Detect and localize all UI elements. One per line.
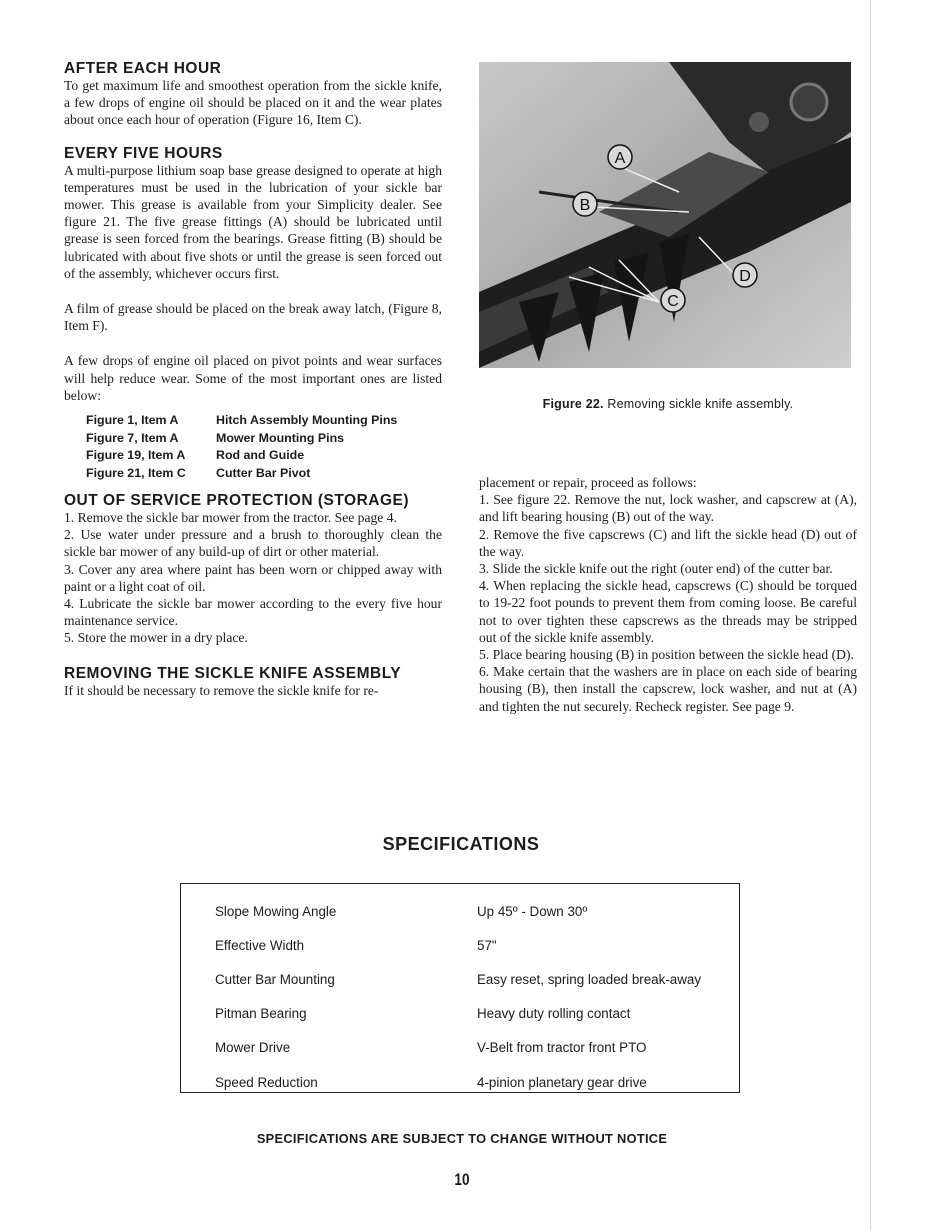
spec-value: 57" [477,937,497,953]
removing-intro-text: If it should be necessary to remove the sickle knife for re- [64,682,379,698]
reference-row [86,465,397,483]
removal-step: 5. Place bearing housing (B) in position between the sickle head (D). [479,647,854,663]
spec-value: Up 45º - Down 30º [477,903,588,919]
reference-row [86,430,397,448]
specifications-box [180,883,740,1093]
spec-row [215,928,737,962]
storage-step: 5. Store the mower in a dry place. [64,630,248,646]
removal-step: 6. Make certain that the washers are in place on each side of bearing housing (B), then install the capscrew, lock washer, and nut at (A) and tighten the nut securely. Recheck register. See page 9. [479,664,857,714]
spec-value: 4-pinion planetary gear drive [477,1074,647,1090]
storage-step: 3. Cover any area where paint has been worn or chipped away with paint or a light coat of oil. [64,561,442,594]
callout-b-icon [573,192,597,216]
lubrication-reference-table [86,412,397,482]
reference-part: Mower Mounting Pins [216,430,345,445]
removing-continued-text: placement or repair, proceed as follows: [479,475,697,490]
reference-part: Hitch Assembly Mounting Pins [216,413,398,428]
removal-step: 2. Remove the five capscrews (C) and lift the sickle head (D) out of the way. [479,526,857,559]
page-edge-line [870,0,871,1230]
left-column [64,60,442,699]
heading-storage: OUT OF SERVICE PROTECTION (STORAGE) [64,492,410,510]
change-notice: SPECIFICATIONS ARE SUBJECT TO CHANGE WITHOUT NOTICE [256,1131,668,1146]
spec-label: Speed Reduction [215,1074,318,1090]
specifications-title: SPECIFICATIONS [382,834,540,854]
callout-b-label: B [579,197,591,214]
storage-step: 2. Use water under pressure and a brush to thoroughly clean the sickle bar mower of any build-up of dirt or other material. [64,527,442,560]
figure-caption-text: Removing sickle knife assembly. [607,397,794,411]
callout-d-label: D [739,268,751,285]
reference-figure: Figure 21, Item C [86,465,186,480]
sickle-knife-illustration [479,62,851,368]
figure-label: Figure 22. [542,397,604,411]
storage-step: 4. Lubricate the sickle bar mower according to the every five hour maintenance service. [64,596,442,629]
removal-steps [479,474,857,715]
figure-22-photo [479,62,851,368]
after-each-hour-text: To get maximum life and smoothest operation from the sickle knife, a few drops of engine oil should be placed on it and the wear plates about once each hour of operation (Figure 16, Item C). [64,78,442,128]
storage-steps-list [64,509,442,647]
callout-c-label: C [667,293,679,310]
spec-label: Mower Drive [215,1040,291,1056]
heading-after-each-hour: AFTER EACH HOUR [64,60,222,77]
reference-row [86,412,397,430]
grease-film-text: A film of grease should be placed on the break away latch, (Figure 8, Item F). [64,301,442,334]
storage-step: 1. Remove the sickle bar mower from the tractor. See page 4. [64,510,397,526]
heading-every-five-hours: EVERY FIVE HOURS [64,144,223,162]
reference-row [86,447,397,465]
spec-value: Easy reset, spring loaded break-away [477,971,702,987]
spec-row [215,962,737,996]
every-five-hours-text: A multi-purpose lithium soap base grease designed to operate at high temperatures must be used in the lubrication of your sickle bar mower. This grease is available from your Simplicity dealer. See figure 21. The five grease fittings (A) should be lubricated until grease is seen forced from the bearings. Grease fitting (B) should be lubricated with about five shots or until the grease is seen forced out of the assembly, whichever occurs first. [64,162,442,281]
right-column [479,62,857,715]
reference-part: Rod and Guide [216,448,305,463]
reference-figure: Figure 7, Item A [86,430,179,445]
spec-label: Effective Width [215,937,305,953]
spec-value: V-Belt from tractor front PTO [477,1040,647,1056]
callout-a-label: A [614,150,626,167]
removal-step: 1. See figure 22. Remove the nut, lock washer, and capscrew at (A), and lift bearing housing (B) out of the way. [479,492,857,525]
figure-caption [479,397,857,411]
spec-row [215,1065,737,1099]
spec-row [215,1031,737,1065]
specifications-table [215,894,737,1099]
spec-label: Pitman Bearing [215,1006,307,1022]
removal-step: 4. When replacing the sickle head, capscrews (C) should be torqued to 19-22 foot pounds to prevent them from coming loose. Be careful not to over tighten these capscrews as the threads may be stripped out of the sickle knife assembly. [479,578,857,645]
callout-d-icon [733,263,757,287]
callout-c-icon [661,288,685,312]
reference-figure: Figure 19, Item A [86,448,186,463]
callout-a-icon [608,145,632,169]
spec-label: Slope Mowing Angle [215,903,337,919]
engine-oil-text: A few drops of engine oil placed on pivot points and wear surfaces will help reduce wear. Some of the most important ones are listed below: [64,353,442,403]
spec-label: Cutter Bar Mounting [215,971,335,987]
reference-figure: Figure 1, Item A [86,413,179,428]
reference-part: Cutter Bar Pivot [216,465,311,480]
spec-value: Heavy duty rolling contact [477,1006,631,1022]
heading-removing-sickle-knife: REMOVING THE SICKLE KNIFE ASSEMBLY [64,664,402,682]
removal-steps-list [479,491,857,715]
spec-row [215,894,737,928]
removal-step: 3. Slide the sickle knife out the right (outer end) of the cutter bar. [479,561,833,577]
spec-row [215,997,737,1031]
page-number: 10 [454,1170,470,1189]
